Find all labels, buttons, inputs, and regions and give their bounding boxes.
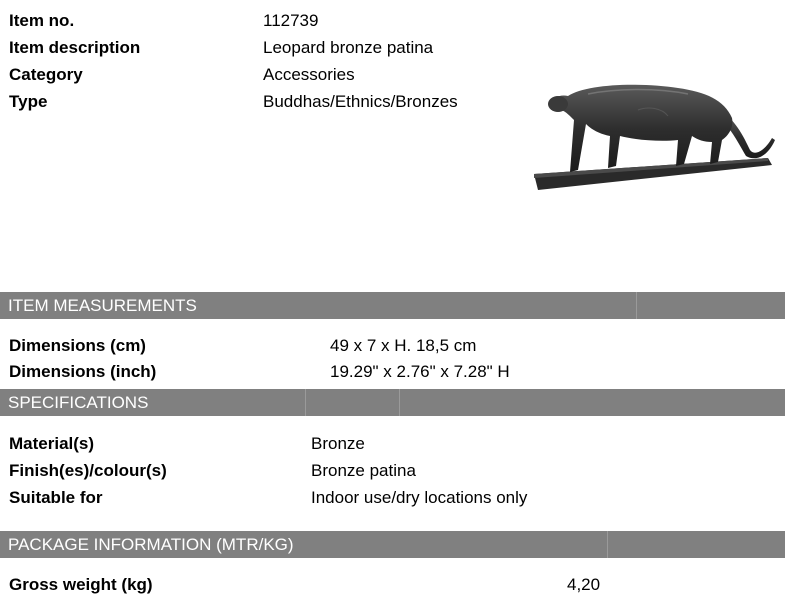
- specifications-header: [0, 389, 785, 416]
- type-value: Buddhas/Ethnics/Bronzes: [263, 92, 458, 111]
- finish-label: Finish(es)/colour(s): [9, 461, 167, 480]
- item-description-label: Item description: [9, 38, 141, 57]
- product-image: [528, 70, 780, 195]
- package-information-header: [0, 531, 785, 558]
- gross-weight-label: Gross weight (kg): [9, 575, 153, 594]
- item-measurements-title: ITEM MEASUREMENTS: [8, 296, 197, 315]
- material-value: Bronze: [311, 434, 365, 453]
- dimensions-inch-value: 19.29" x 2.76" x 7.28" H: [330, 362, 510, 381]
- package-information-title: PACKAGE INFORMATION (MTR/KG): [8, 535, 294, 554]
- leopard-body: [550, 85, 732, 172]
- gross-weight-value: 4,20: [567, 575, 601, 594]
- item-measurements-header: [0, 292, 785, 319]
- suitable-for-label: Suitable for: [9, 488, 103, 507]
- header-divider: [399, 389, 400, 416]
- category-label: Category: [9, 65, 83, 84]
- finish-value: Bronze patina: [311, 461, 416, 480]
- header-divider: [305, 389, 306, 416]
- header-divider: [636, 292, 637, 319]
- dimensions-cm-value: 49 x 7 x H. 18,5 cm: [330, 336, 477, 355]
- category-value: Accessories: [263, 65, 355, 84]
- specifications-title: SPECIFICATIONS: [8, 393, 149, 412]
- dimensions-inch-label: Dimensions (inch): [9, 362, 157, 381]
- header-divider: [607, 531, 608, 558]
- dimensions-cm-label: Dimensions (cm): [9, 336, 146, 355]
- suitable-for-value: Indoor use/dry locations only: [311, 488, 528, 507]
- material-label: Material(s): [9, 434, 95, 453]
- item-number-value: 112739: [263, 11, 319, 30]
- leopard-head: [548, 96, 568, 112]
- item-description-value: Leopard bronze patina: [263, 38, 434, 57]
- item-number-label: Item no.: [9, 11, 75, 30]
- type-label: Type: [9, 92, 48, 111]
